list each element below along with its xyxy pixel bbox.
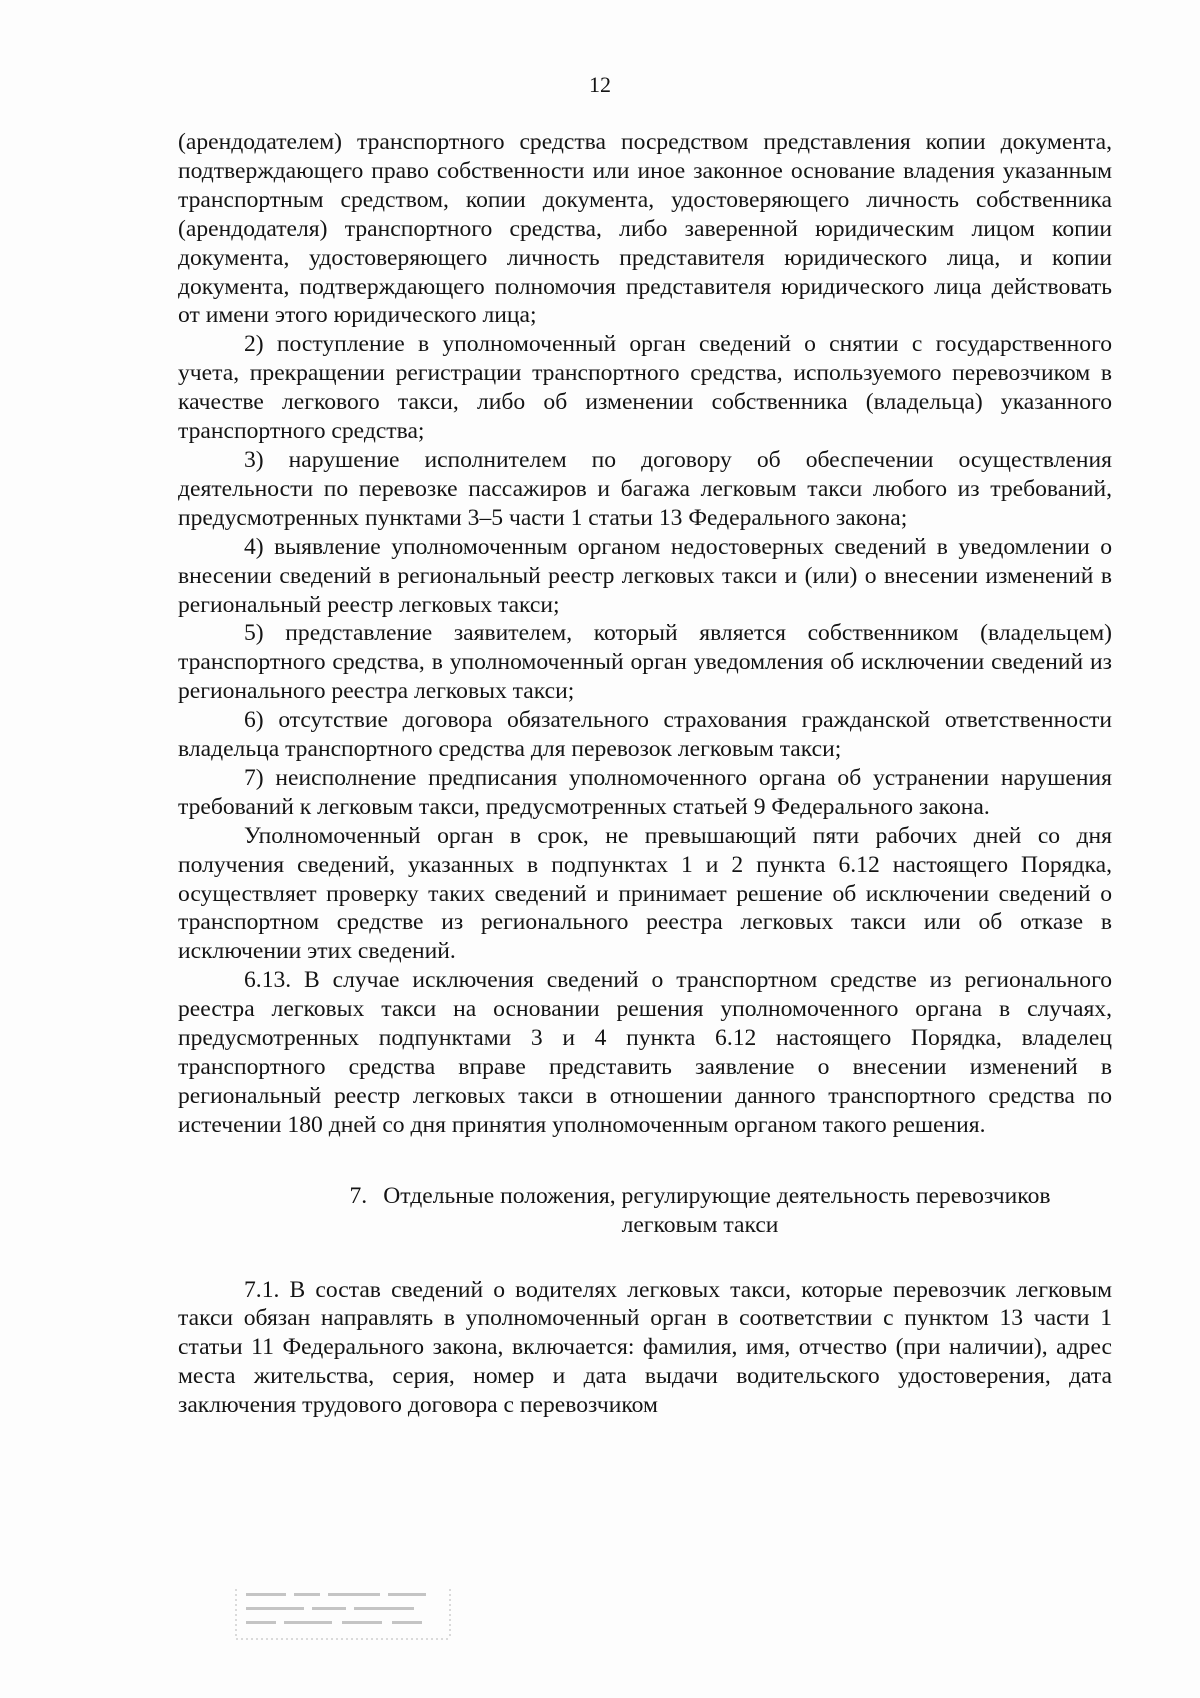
list-item-3: 3) нарушение исполнителем по договору об обеспечении осуществления деятельности по перевозке пассажиров и багажа легковым такси любого из требований, предусмотренных пунктами 3–5 части 1 статьи 13 Федерального закона;: [178, 446, 1112, 531]
paragraph-continuation: (арендодателем) транспортного средства посредством представления копии документа, подтверждающего право собственности или иное законное основание владения указанным транспортным средством, копии документа, удостоверяющего личность собственника (арендодателя) транспортного средства, либо заверенной юридическим лицом копии документа, удостоверяющего личность представителя юридического лица, и копии документа, подтверждающего полномочия представителя юридического лица действовать от имени этого юридического лица;: [178, 129, 1112, 329]
clause-7-1: 7.1. В состав сведений о водителях легковых такси, которые перевозчик легковым такси обязан направлять в уполномоченный орган в соответствии с пунктом 13 части 1 статьи 11 Федерального закона, включается: фамилия, имя, отчество (при наличии), адрес места жительства, серия, номер и дата выдачи водительского удостоверения, дата заключения трудового договора с перевозчиком: [178, 1276, 1112, 1419]
document-body: [178, 128, 1112, 1420]
section-title-line-1: Отдельные положения, регулирующие деятельность перевозчиков: [383, 1182, 1051, 1209]
section-heading-line-1: [298, 1182, 1102, 1211]
section-heading: [178, 1182, 1112, 1240]
list-item-5: 5) представление заявителем, который является собственником (владельцем) транспортного средства, в уполномоченный орган уведомления об исключении сведений из регионального реестра легковых такси;: [178, 620, 1112, 705]
faded-stamp-icon: [232, 1585, 454, 1643]
clause-6-13: 6.13. В случае исключения сведений о транспортном средстве из регионального реестра легковых такси на основании решения уполномоченного органа в случаях, предусмотренных подпунктами 3 и 4 пункта 6.12 настоящего Порядка, владелец транспортного средства вправе представить заявление о внесении изменений в региональный реестр легковых такси в отношении данного транспортного средства по истечении 180 дней со дня принятия уполномоченным органом такого решения.: [178, 967, 1112, 1138]
list-item-6: 6) отсутствие договора обязательного страхования гражданской ответственности владельца транспортного средства для перевозок легковым такси;: [178, 707, 1112, 763]
section-number: 7.: [349, 1182, 368, 1209]
list-item-2: 2) поступление в уполномоченный орган сведений о снятии с государственного учета, прекращении регистрации транспортного средства, используемого перевозчиком в качестве легкового такси, либо об изменении собственника (владельца) указанного транспортного средства;: [178, 331, 1112, 445]
list-item-4: 4) выявление уполномоченным органом недостоверных сведений в уведомлении о внесении сведений в региональный реестр легковых такси и (или) о внесении изменений в региональный реестр легковых такси;: [178, 533, 1112, 618]
list-item-7: 7) неисполнение предписания уполномоченного органа об устранении нарушения требований к легковым такси, предусмотренных статьей 9 Федерального закона.: [178, 764, 1112, 820]
section-title-line-2: легковым такси: [621, 1211, 779, 1238]
paragraph-verification: Уполномоченный орган в срок, не превышающий пяти рабочих дней со дня получения сведений, указанных в подпунктах 1 и 2 пункта 6.12 настоящего Порядка, осуществляет проверку таких сведений и принимает решение об исключении сведений о транспортном средстве из регионального реестра легковых такси или об отказе в исключении этих сведений.: [178, 822, 1112, 965]
page-number: 12: [589, 72, 611, 97]
